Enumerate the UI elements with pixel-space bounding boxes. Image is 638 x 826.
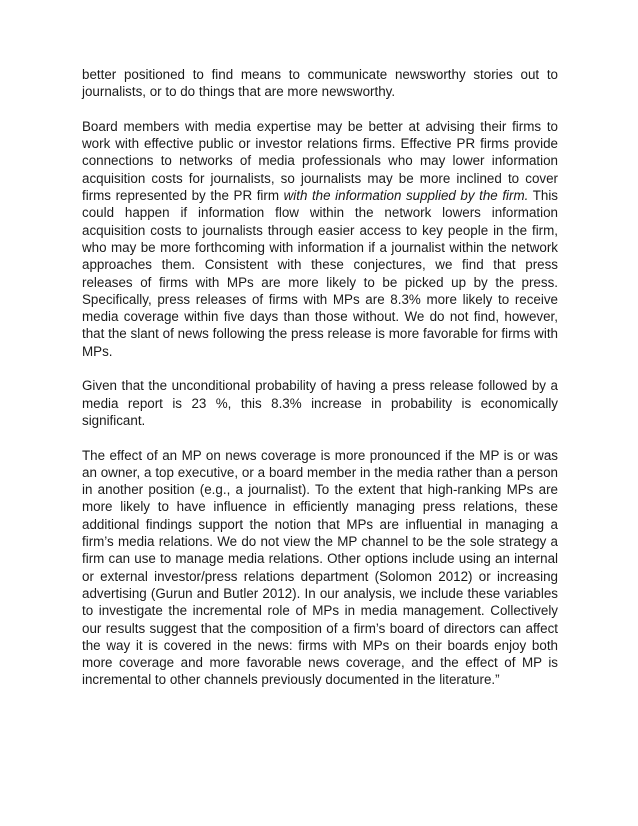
document-page: [82, 66, 558, 689]
paragraph-intro: better positioned to find means to communicate newsworthy stories out to journalists, or to do things that are more newsworthy.: [82, 67, 558, 100]
paragraph-mp-effect: The effect of an MP on news coverage is more pronounced if the MP is or was an owner, a top executive, or a board member in the media rather than a person in another position (e.g., a journalist). To the extent that high-ranking MPs are more likely to have influence in efficiently managing press relations, these additional findings support the notion that MPs are influential in managing a firm’s media relations. We do not view the MP channel to be the sole strategy a firm can use to manage media relations. Other options include using an internal or external investor/press relations department (Solomon 2012) or increasing advertising (Gurun and Butler 2012). In our analysis, we include these variables to investigate the incremental role of MPs in media management. Collectively our results suggest that the composition of a firm’s board of directors can affect the way it is covered in the news: firms with MPs on their boards enjoy both more coverage and more favorable news coverage, and the effect of MP is incremental to other channels previously documented in the literature.”: [82, 447, 558, 688]
paragraph-board-members-italic: with the information supplied by the firm.: [283, 188, 529, 204]
paragraph-board-members: [82, 118, 558, 360]
paragraph-board-members-text-after: This could happen if information flow within the network lowers information acquisition costs to journalists through easier access to key people in the firm, who may be more forthcoming with information if a journalist within the network approaches them. Consistent with these conjectures, we find that press releases of firms with MPs are more likely to be picked up by the press. Specifically, press releases of firms with MPs are 8.3% more likely to receive media coverage within five days than those without. We do not find, however, that the slant of news following the press release is more favorable for firms with MPs.: [82, 188, 558, 359]
paragraph-board-members-text-before: Board members with media expertise may be better at advising their firms to work with effective public or investor relations firms. Effective PR firms provide connections to networks of media professionals who may lower information acquisition costs for journalists, so journalists may be more inclined to cover firms represented by the PR firm: [82, 118, 558, 204]
paragraph-probability: Given that the unconditional probability of having a press release followed by a media report is 23 %, this 8.3% increase in probability is economically significant.: [82, 378, 558, 428]
